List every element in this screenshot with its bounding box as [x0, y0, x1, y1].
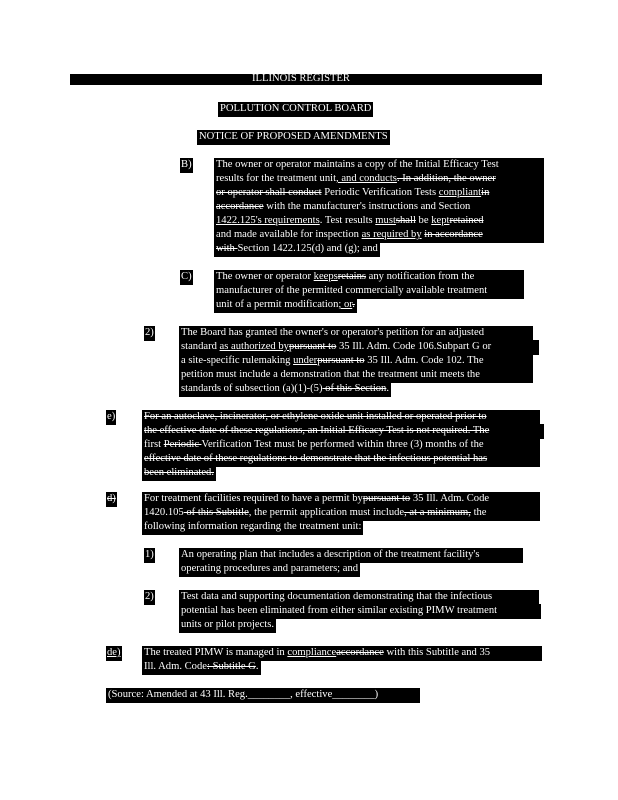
- item-b-line-4: accordance with the manufacturer's instructions and Section: [214, 200, 544, 215]
- item-2-line-3: a site-specific rulemaking underpursuant to 35 Ill. Adm. Code 102. The: [179, 354, 533, 369]
- item-d2-line-2: potential has been eliminated from either similar existing PIMW treatment: [179, 604, 541, 619]
- item-d2-label: 2): [144, 590, 155, 605]
- item-d-line-1: For treatment facilities required to have a permit bypursuant to 35 Ill. Adm. Code: [142, 492, 540, 507]
- item-b-line-3: or operator shall conduct Periodic Verification Tests compliantin: [214, 186, 544, 201]
- item-d1-line-2: operating procedures and parameters; and: [179, 562, 360, 577]
- item-c-line-1: The owner or operator keepsretains any notification from the: [214, 270, 524, 285]
- item-e-line-1: For an autoclave, incinerator, or ethylene oxide unit installed or operated prior to: [142, 410, 540, 425]
- item-e-line-5: been eliminated.: [142, 466, 216, 481]
- item-b-line-6: and made available for inspection as required by in accordance: [214, 228, 544, 243]
- item-2-line-1: The Board has granted the owner's or operator's petition for an adjusted: [179, 326, 533, 341]
- item-d-line-2: 1420.105 of this Subtitle, the permit application must include, at a minimum, the: [142, 506, 540, 521]
- item-e-line-4: effective date of these regulations to demonstrate that the infectious potential has: [142, 452, 540, 467]
- item-b-line-7: with Section 1422.125(d) and (g); and: [214, 242, 380, 257]
- item-2-label: 2): [144, 326, 155, 341]
- item-b-line-2: results for the treatment unit, and conducts. In addition, the owner: [214, 172, 544, 187]
- item-e-line-3: first Periodic Verification Test must be performed within three (3) months of the: [142, 438, 540, 453]
- item-c-label: C): [180, 270, 193, 285]
- item-2-line-5: standards of subsection (a)(1)-(5) of this Section.: [179, 382, 391, 397]
- item-de-line-2: Ill. Adm. Code: Subtitle G.: [142, 660, 261, 675]
- item-b-label: B): [180, 158, 193, 173]
- board-title: POLLUTION CONTROL BOARD: [218, 102, 373, 117]
- item-d2-line-3: units or pilot projects.: [179, 618, 276, 633]
- source-note: (Source: Amended at 43 Ill. Reg.________, effective________): [106, 688, 420, 703]
- item-2-line-4: petition must include a demonstration that the treatment unit meets the: [179, 368, 533, 383]
- item-d1-label: 1): [144, 548, 155, 563]
- register-title: ILLINOIS REGISTER: [252, 73, 350, 84]
- item-d-line-3: following information regarding the treatment unit:: [142, 520, 363, 535]
- item-d1-line-1: An operating plan that includes a description of the treatment facility's: [179, 548, 523, 563]
- item-de-line-1: The treated PIMW is managed in complianceaccordance with this Subtitle and 35: [142, 646, 542, 661]
- item-2-line-2: standard as authorized bypursuant to 35 Ill. Adm. Code 106.Subpart G or: [179, 340, 539, 355]
- item-e-line-2: the effective date of these regulations, an Initial Efficacy Test is not required. The: [142, 424, 544, 439]
- item-b-line-5: 1422.125's requirements. Test results mustshall be keptretained: [214, 214, 544, 229]
- notice-title: NOTICE OF PROPOSED AMENDMENTS: [197, 130, 390, 145]
- item-c-line-3: unit of a permit modification; or.: [214, 298, 357, 313]
- item-de-label: de): [106, 646, 122, 661]
- item-d2-line-1: Test data and supporting documentation demonstrating that the infectious: [179, 590, 539, 605]
- item-e-label: e): [106, 410, 116, 425]
- item-c-line-2: manufacturer of the permitted commercially available treatment: [214, 284, 524, 299]
- item-b-line-1: The owner or operator maintains a copy of the Initial Efficacy Test: [214, 158, 544, 173]
- item-d-label: d): [106, 492, 117, 507]
